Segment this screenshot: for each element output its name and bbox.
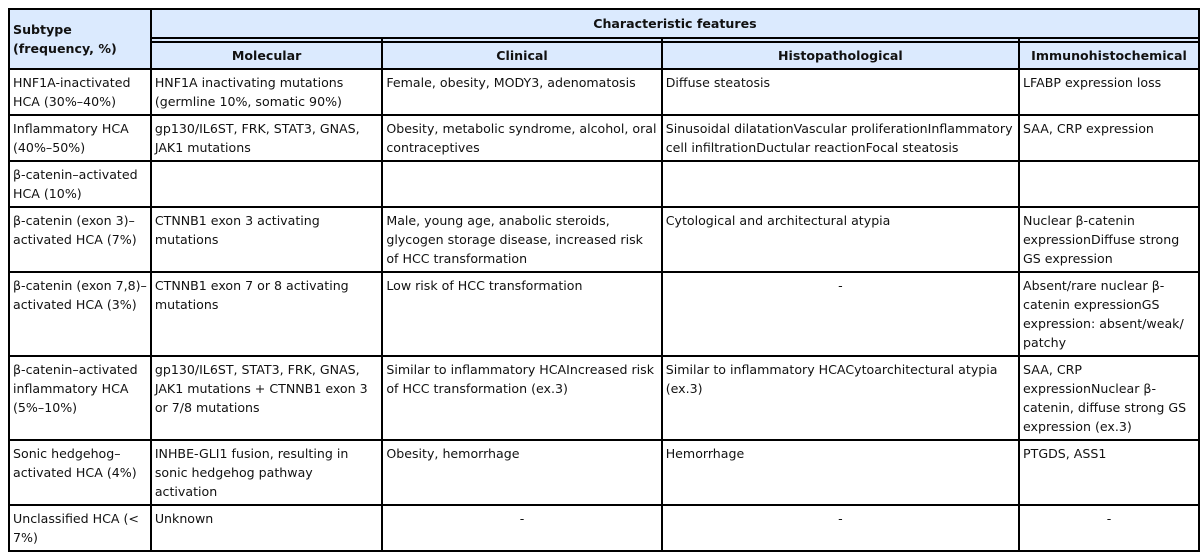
subtype-cell: β-catenin (exon 3)–activated HCA (7%): [9, 207, 151, 272]
histopathological-cell: -: [662, 272, 1019, 356]
clinical-header: Clinical: [382, 38, 661, 69]
clinical-cell: Similar to inflammatory HCAIncreased risk of HCC transformation (ex.3): [382, 356, 661, 440]
molecular-cell: CTNNB1 exon 3 activating mutations: [151, 207, 383, 272]
molecular-cell: gp130/IL6ST, STAT3, FRK, GNAS, JAK1 mutations + CTNNB1 exon 3 or 7/8 mutations: [151, 356, 383, 440]
header-row-group: [9, 9, 1199, 38]
immunohistochemical-header: Immunohistochemical: [1019, 38, 1199, 69]
molecular-cell: [151, 161, 383, 207]
histopathological-cell: [662, 161, 1019, 207]
histopathological-cell: Cytological and architectural atypia: [662, 207, 1019, 272]
histopathological-cell: Similar to inflammatory HCACytoarchitectural atypia (ex.3): [662, 356, 1019, 440]
table-row: [9, 207, 1199, 272]
subtype-cell: HNF1A-inactivated HCA (30%–40%): [9, 69, 151, 115]
histopathological-cell: Hemorrhage: [662, 440, 1019, 505]
hca-subtype-table: [8, 8, 1200, 552]
characteristic-features-header: Characteristic features: [151, 9, 1199, 38]
table-row: [9, 69, 1199, 115]
immunohistochemical-cell: Nuclear β-catenin expressionDiffuse strong GS expression: [1019, 207, 1199, 272]
immunohistochemical-cell: Absent/rare nuclear β-catenin expressionGS expression: absent/weak/ patchy: [1019, 272, 1199, 356]
table-row: [9, 161, 1199, 207]
molecular-header: Molecular: [151, 38, 383, 69]
subtype-cell: Inflammatory HCA (40%–50%): [9, 115, 151, 161]
histopathological-header: Histopathological: [662, 38, 1019, 69]
clinical-cell: [382, 161, 661, 207]
clinical-cell: Male, young age, anabolic steroids, glycogen storage disease, increased risk of HCC transformation: [382, 207, 661, 272]
table-row: [9, 505, 1199, 551]
subtype-cell: Sonic hedgehog–activated HCA (4%): [9, 440, 151, 505]
molecular-cell: HNF1A inactivating mutations (germline 10%, somatic 90%): [151, 69, 383, 115]
clinical-cell: Low risk of HCC transformation: [382, 272, 661, 356]
table-row: [9, 356, 1199, 440]
clinical-cell: Obesity, hemorrhage: [382, 440, 661, 505]
histopathological-cell: -: [662, 505, 1019, 551]
immunohistochemical-cell: -: [1019, 505, 1199, 551]
molecular-cell: gp130/IL6ST, FRK, STAT3, GNAS, JAK1 mutations: [151, 115, 383, 161]
molecular-cell: INHBE-GLI1 fusion, resulting in sonic hedgehog pathway activation: [151, 440, 383, 505]
immunohistochemical-cell: [1019, 161, 1199, 207]
immunohistochemical-cell: PTGDS, ASS1: [1019, 440, 1199, 505]
immunohistochemical-cell: SAA, CRP expression: [1019, 115, 1199, 161]
molecular-cell: CTNNB1 exon 7 or 8 activating mutations: [151, 272, 383, 356]
table-row: [9, 272, 1199, 356]
histopathological-cell: Diffuse steatosis: [662, 69, 1019, 115]
subtype-cell: β-catenin (exon 7,8)–activated HCA (3%): [9, 272, 151, 356]
subtype-header: Subtype (frequency, %): [9, 9, 151, 69]
table-row: [9, 440, 1199, 505]
molecular-cell: Unknown: [151, 505, 383, 551]
clinical-cell: Female, obesity, MODY3, adenomatosis: [382, 69, 661, 115]
table-row: [9, 115, 1199, 161]
subtype-cell: Unclassified HCA (< 7%): [9, 505, 151, 551]
clinical-cell: Obesity, metabolic syndrome, alcohol, oral contraceptives: [382, 115, 661, 161]
immunohistochemical-cell: SAA, CRP expressionNuclear β-catenin, diffuse strong GS expression (ex.3): [1019, 356, 1199, 440]
subtype-cell: β-catenin–activated HCA (10%): [9, 161, 151, 207]
histopathological-cell: Sinusoidal dilatationVascular proliferationInflammatory cell infiltrationDuctular reactionFocal steatosis: [662, 115, 1019, 161]
header-row-columns: [9, 38, 1199, 69]
clinical-cell: -: [382, 505, 661, 551]
subtype-cell: β-catenin–activated inflammatory HCA (5%–10%): [9, 356, 151, 440]
immunohistochemical-cell: LFABP expression loss: [1019, 69, 1199, 115]
